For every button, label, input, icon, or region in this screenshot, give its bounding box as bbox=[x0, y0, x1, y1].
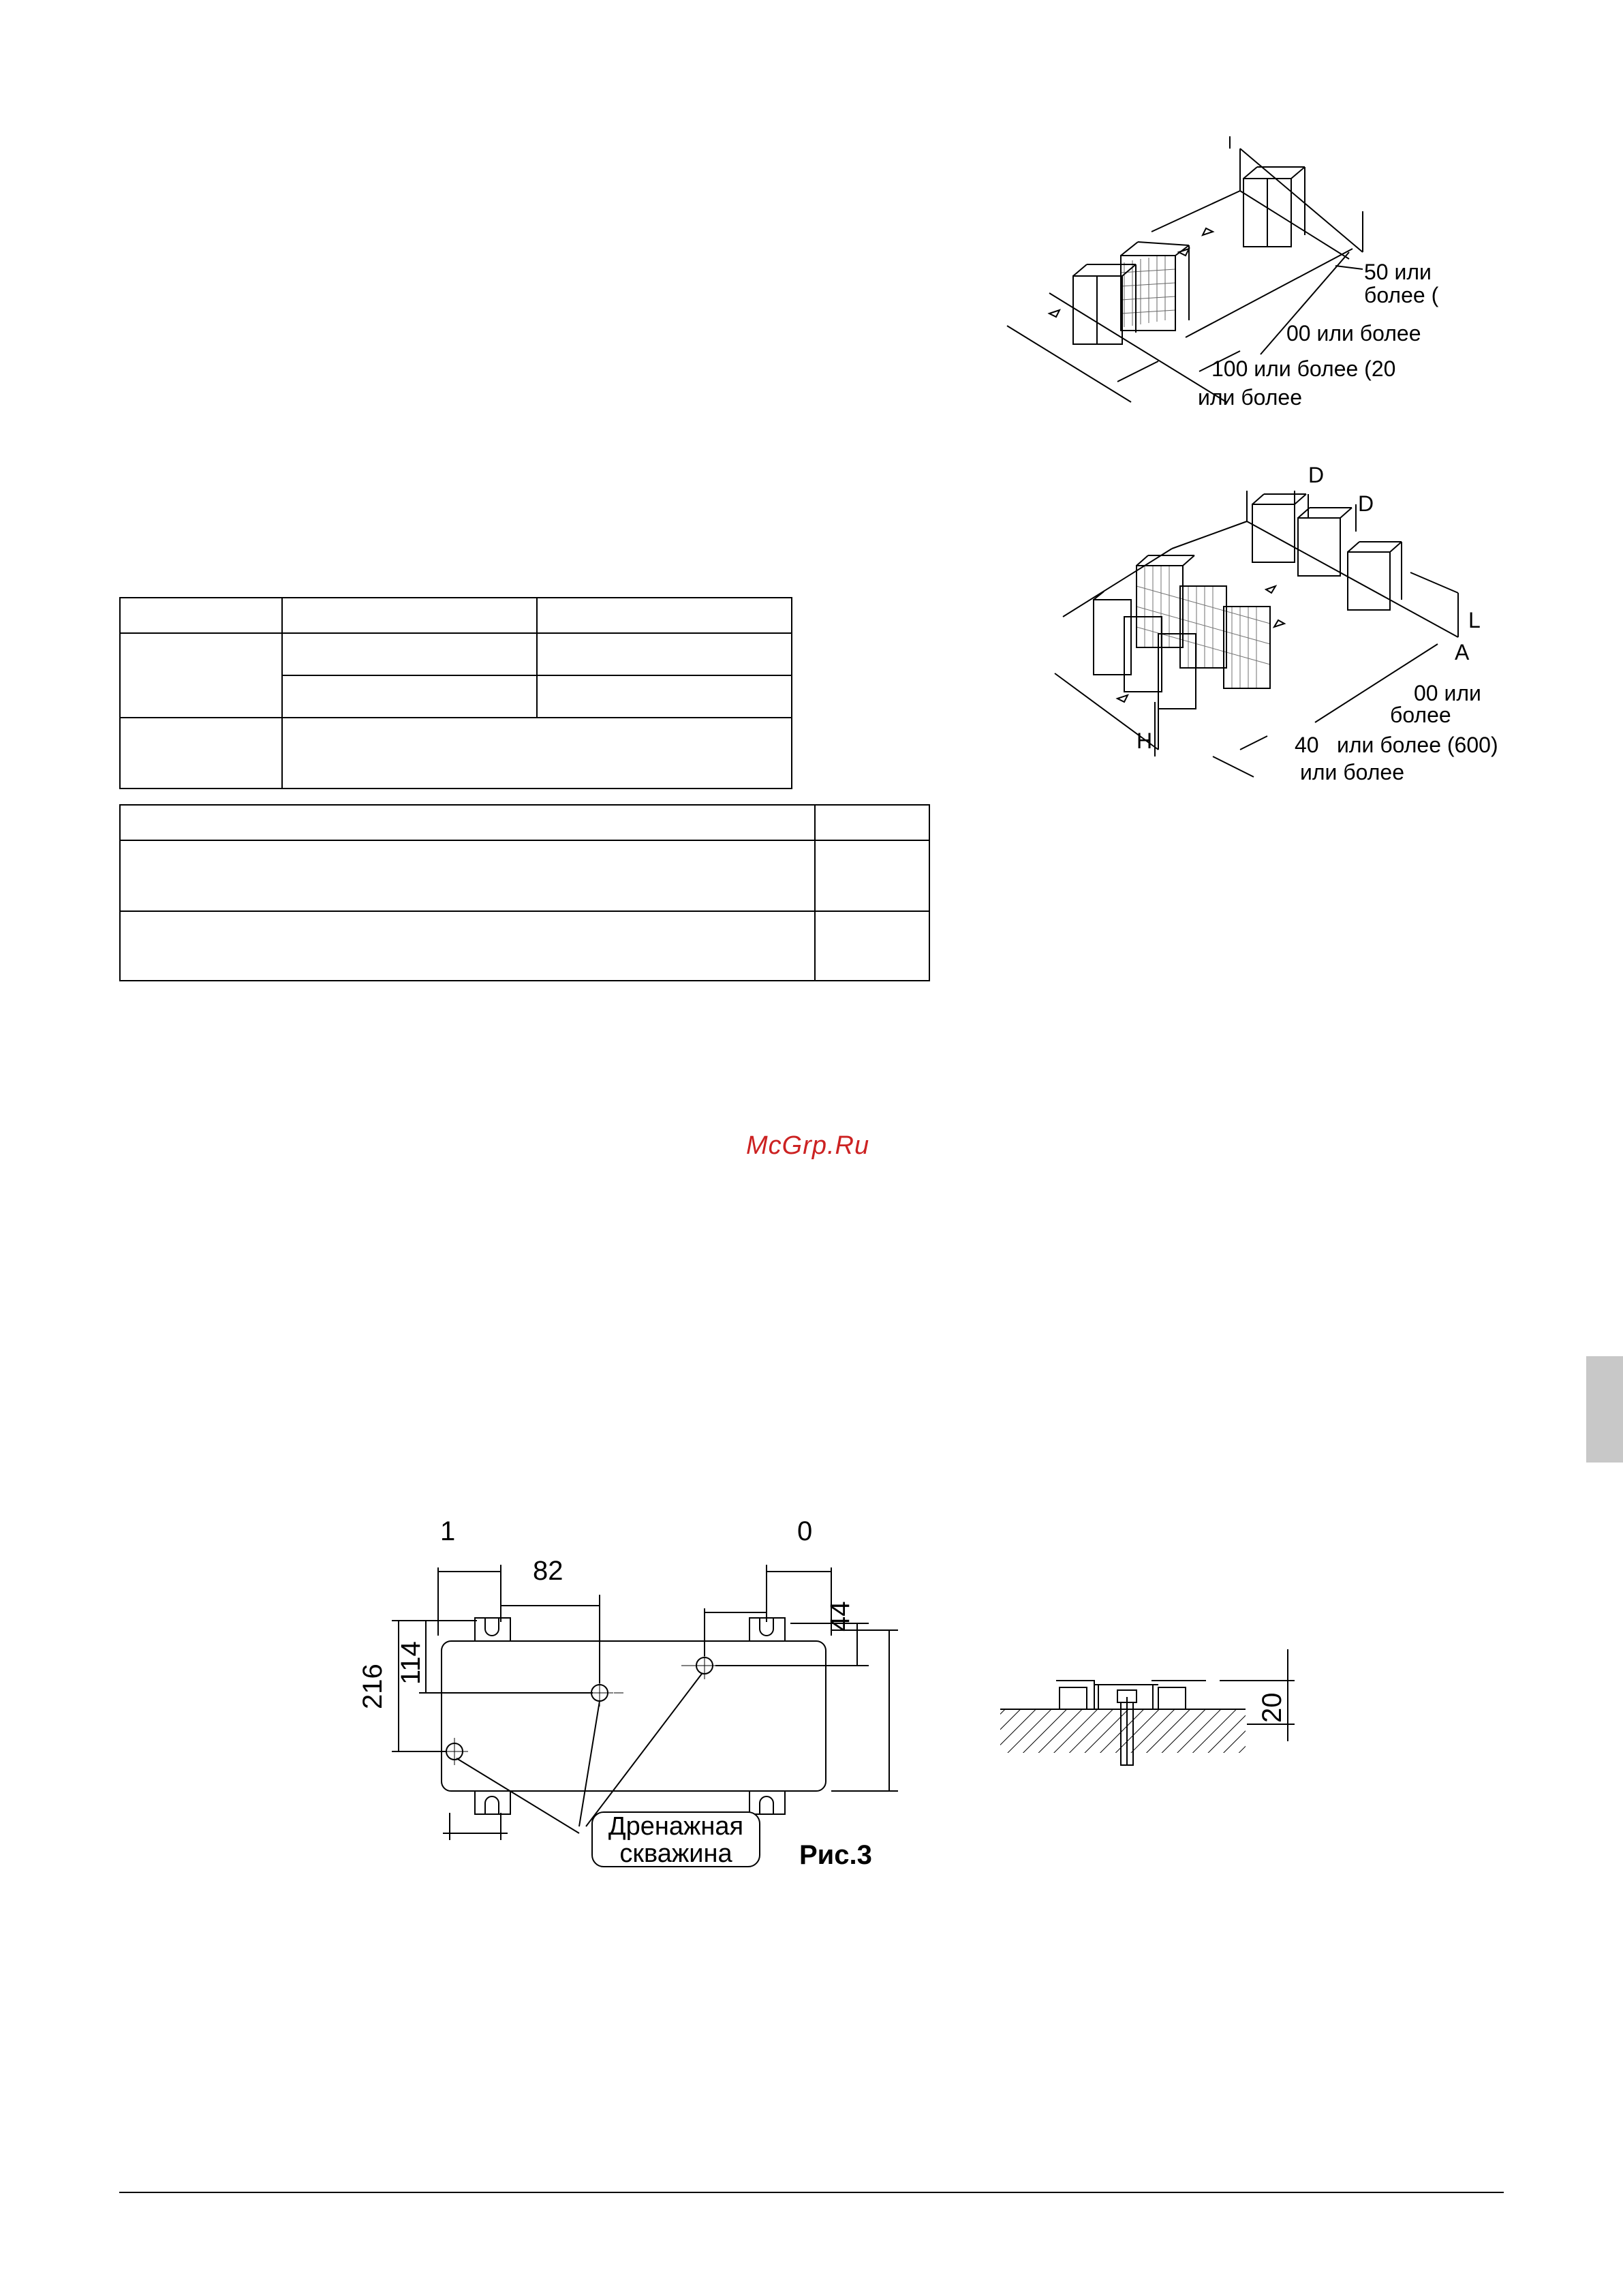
drain-line-2: скважина bbox=[619, 1839, 732, 1868]
fig2-label-a: A bbox=[1455, 640, 1470, 664]
fig4-dim-20: 20 bbox=[1257, 1692, 1287, 1723]
fig3-dim-114: 114 bbox=[396, 1641, 426, 1685]
drain-line-1: Дренажная bbox=[608, 1812, 744, 1841]
figure-3-caption: Рис.3 bbox=[799, 1840, 872, 1870]
fig2-label-ili: или более bbox=[1300, 760, 1404, 784]
fig3-dim-0: 0 bbox=[797, 1516, 813, 1546]
fig3-dim-216: 216 bbox=[358, 1664, 388, 1709]
fig3-dim-1: 1 bbox=[440, 1516, 456, 1546]
fig2-label-00: 00 или bbox=[1414, 681, 1481, 705]
fig1-label-d: 100 или более (20 bbox=[1211, 356, 1396, 381]
fig1-label-e: или более bbox=[1198, 385, 1302, 410]
fig2-label-600: или более (600) bbox=[1337, 733, 1498, 757]
concrete-hatch bbox=[1000, 1709, 1246, 1753]
fig2-label-l: L bbox=[1468, 608, 1481, 632]
watermark: McGrp.Ru bbox=[746, 1131, 870, 1160]
fig1-label-a: 50 или bbox=[1364, 260, 1432, 284]
fig2-label-40: 40 bbox=[1295, 733, 1319, 757]
fig2-label-d1: D bbox=[1308, 463, 1325, 487]
fig1-label-c: 00 или более bbox=[1286, 321, 1421, 346]
fig2-label-bolee: более bbox=[1390, 703, 1451, 727]
fig3-dim-44: 44 bbox=[825, 1601, 855, 1632]
fig2-label-d2: D bbox=[1358, 491, 1374, 516]
footer-rule bbox=[119, 2192, 1504, 2193]
fig3-dim-82: 82 bbox=[533, 1556, 563, 1586]
fig1-label-b: более ( bbox=[1364, 283, 1439, 307]
fig2-label-h: H bbox=[1137, 729, 1153, 753]
